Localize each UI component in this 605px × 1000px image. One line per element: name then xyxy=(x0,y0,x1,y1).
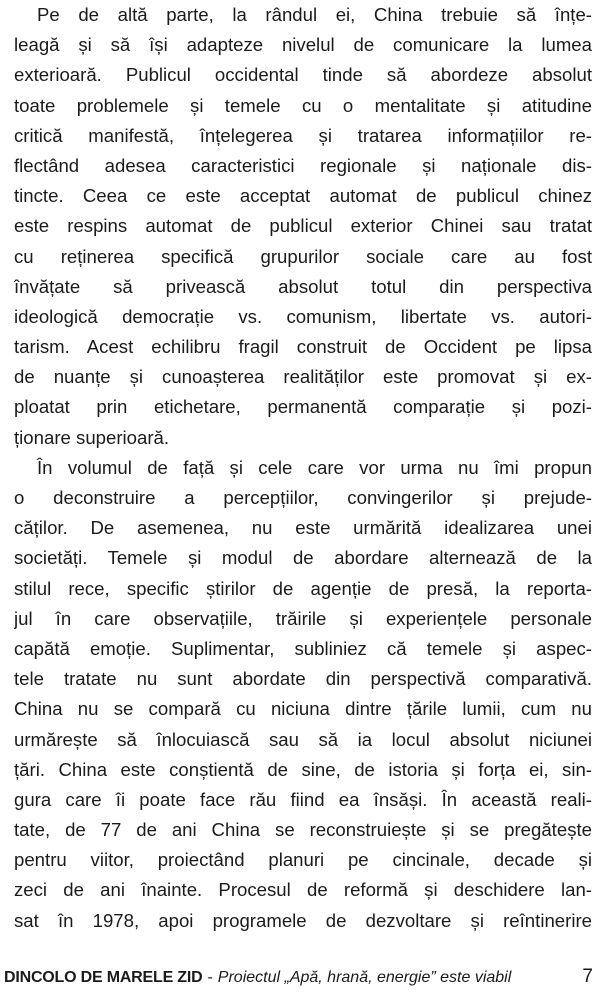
body-text xyxy=(14,0,592,936)
text-line: În volumul de față și cele care vor urma nu îmi propun xyxy=(37,456,592,478)
paragraph-end-line: ționare superioară. xyxy=(14,426,170,448)
text-line: critică manifestă, înțelegerea și tratarea informațiilor re- xyxy=(14,124,592,146)
text-line: pentru viitor, proiectând planuri pe cincinale, decade și xyxy=(14,849,592,871)
text-line: tate, de 77 de ani China se reconstruiește și se pregătește xyxy=(14,819,592,841)
text-line: jul în care observațiile, trăirile și experiențele personale xyxy=(14,607,592,629)
text-line: tele tratate nu sunt abordate din perspectivă comparativă. xyxy=(14,668,592,690)
text-line: capătă emoție. Suplimentar, subliniez că temele și aspec- xyxy=(14,637,592,659)
text-line: societăți. Temele și modul de abordare alternează de la xyxy=(14,547,592,569)
text-line: ideologică democrație vs. comunism, libertate vs. autori- xyxy=(14,305,592,327)
text-line: exterioară. Publicul occidental tinde să abordeze absolut xyxy=(14,64,592,86)
text-line: Pe de altă parte, la rândul ei, China trebuie să înțe- xyxy=(37,4,592,25)
page-footer xyxy=(4,964,593,991)
text-line: cu reținerea specifică grupurilor sociale care au fost xyxy=(14,245,592,267)
book-title: DINCOLO DE MARELE ZID xyxy=(4,969,203,986)
text-line: flectând adesea caracteristici regionale și naționale dis- xyxy=(14,154,592,176)
text-line: ploatat prin etichetare, permanentă comparație și pozi- xyxy=(14,396,592,418)
text-line: o deconstruire a percepțiilor, convingerilor și prejude- xyxy=(14,487,592,508)
text-line: toate problemele și temele cu o mentalitate și atitudine xyxy=(14,94,592,116)
text-line: tarism. Acest echilibru fragil construit de Occident pe lipsa xyxy=(14,336,592,358)
chapter-title: Proiectul „Apă, hrană, energie” este viabil xyxy=(217,969,512,986)
text-line: gura care îi poate face rău fiind ea însăși. În această reali- xyxy=(14,788,592,810)
footer-separator: - xyxy=(207,969,213,986)
text-line: de nuanțe și cunoașterea realităților este promovat și ex- xyxy=(14,366,592,388)
text-line: leagă și să își adapteze nivelul de comunicare la lumea xyxy=(14,34,592,56)
text-line: căților. De asemenea, nu este urmărită idealizarea unei xyxy=(14,517,592,539)
text-line: țări. China este conștientă de sine, de istoria și forța ei, sin- xyxy=(14,758,592,780)
text-line: stilul rece, specific știrilor de agenție de presă, la reporta- xyxy=(14,577,592,599)
text-line: învățate să privească absolut totul din perspectiva xyxy=(14,275,592,297)
text-line: China nu se compară cu niciuna dintre țările lumii, cum nu xyxy=(14,698,592,720)
text-line: sat în 1978, apoi programele de dezvoltare și reîntinerire xyxy=(14,909,592,931)
text-line: zeci de ani înainte. Procesul de reformă și deschidere lan- xyxy=(14,879,592,901)
text-line: este respins automat de publicul exterior Chinei sau tratat xyxy=(14,215,592,237)
text-line: urmărește să înlocuiască sau să ia locul absolut niciunei xyxy=(14,728,592,750)
text-line: tincte. Ceea ce este acceptat automat de publicul chinez xyxy=(14,185,592,207)
page-number: 7 xyxy=(582,966,593,987)
